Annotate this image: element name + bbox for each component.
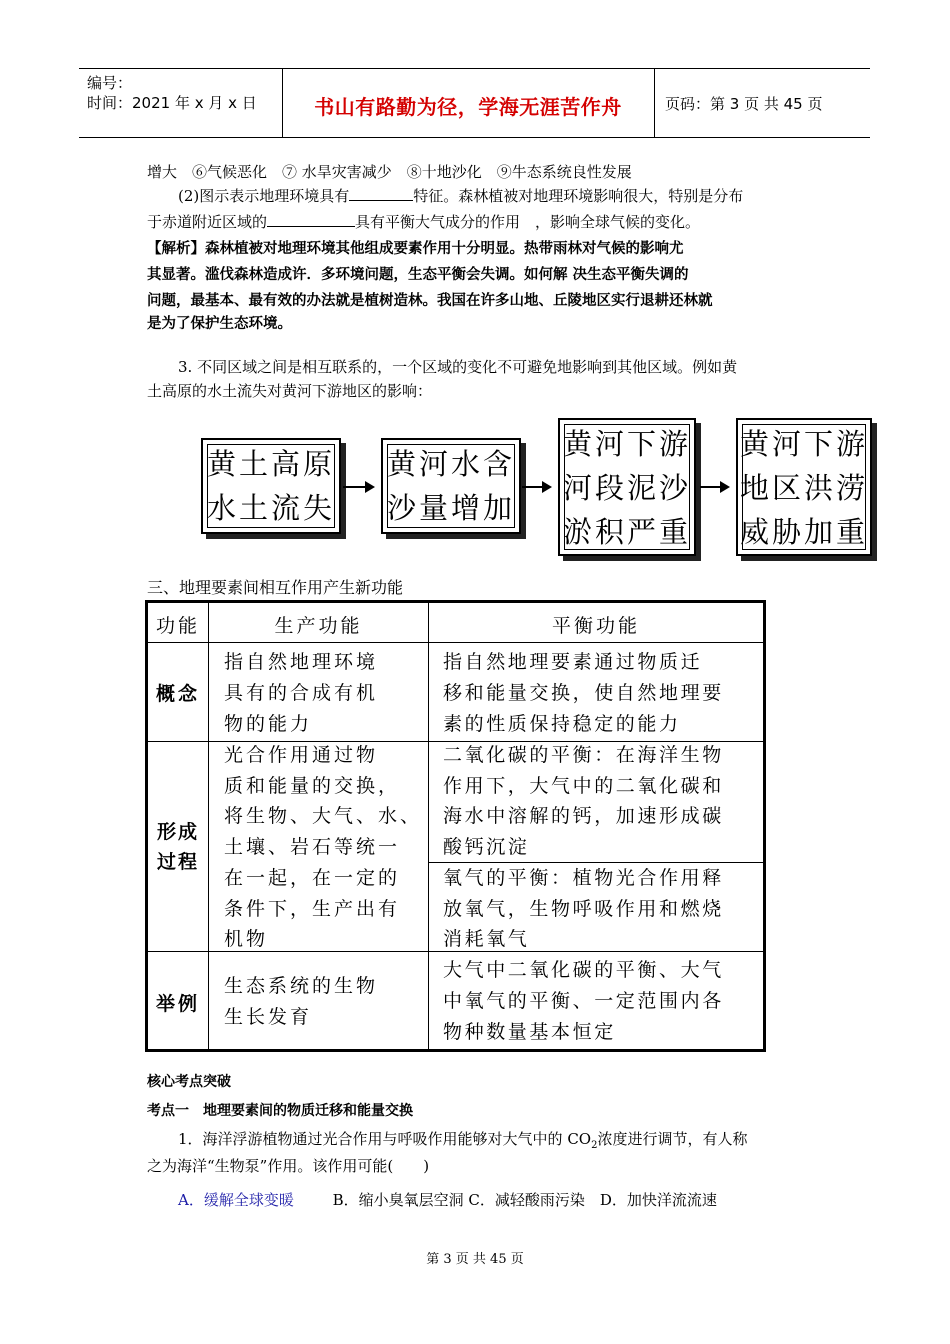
- flow-box-line: 淤积严重: [562, 515, 691, 549]
- cell-line: 具有的合成有机: [224, 682, 379, 704]
- question-1-line-2: 之为海洋“生物泵”作用。该作用可能( ): [147, 1157, 430, 1175]
- cell-line: 机物: [224, 928, 269, 951]
- cell-line: 移和能量交换，使自然地理要: [443, 682, 724, 704]
- paragraph-3-line-1: 3. 不同区域之间是相互联系的，一个区域的变化不可避免地影响到其他区域。例如黄: [178, 358, 738, 376]
- section-3-title: 三、地理要素间相互作用产生新功能: [147, 578, 404, 597]
- cell-line: 光合作用通过物: [224, 744, 379, 766]
- cell-line: 作用下，大气中的二氧化碳和: [443, 774, 724, 797]
- cell-line: 大气中二氧化碳的平衡、大气: [443, 959, 724, 981]
- answer-blank[interactable]: [349, 184, 413, 201]
- cell-line: 海水中溶解的钙，加速形成碳: [443, 805, 724, 827]
- cell-line: 过程: [156, 851, 199, 873]
- cell-line: 物的能力: [224, 713, 313, 735]
- row-label-example: 举例: [155, 993, 200, 1015]
- cell-line: 消耗氧气: [443, 928, 530, 950]
- exam-point-1-title: 考点一 地理要素间的物质迁移和能量交换: [147, 1103, 413, 1119]
- concept-balance-cell: [443, 647, 724, 740]
- analysis-line: 其显著。滥伐森林造成许．多环境问题，生态平衡会失调。如何解 决生态平衡失调的: [147, 267, 689, 283]
- concept-production-cell: [224, 647, 378, 740]
- table-divider: [208, 603, 209, 1049]
- flow-box-line: 沙量增加: [386, 491, 515, 525]
- cell-line: 物种数量基本恒定: [443, 1021, 616, 1043]
- serial-number-label: 编号：: [87, 74, 133, 92]
- flow-box-sediment-increase: [381, 438, 521, 534]
- flow-box-line: 水土流失: [206, 491, 335, 525]
- cell-line: 将生物、大气、水、: [224, 805, 423, 828]
- formation-production-cell: [224, 740, 422, 955]
- flow-box-flood-threat: [736, 418, 872, 556]
- row-label-concept: 概念: [155, 683, 200, 705]
- arrow-right-icon: [343, 486, 373, 488]
- subscript: 2: [591, 1140, 598, 1151]
- cell-line: 形成: [156, 821, 199, 843]
- flow-box-line: 河段泥沙: [562, 471, 691, 505]
- flow-box-line: 地区洪涝: [739, 471, 868, 505]
- flow-box-line: 黄河水含: [386, 447, 515, 481]
- cell-line: 生态系统的生物: [224, 975, 379, 997]
- answer-blank[interactable]: [267, 210, 355, 227]
- analysis-line: 【解析】森林植被对地理环境其他组成要素作用十分明显。热带雨林对气候的影响尤: [147, 241, 684, 257]
- formation-balance-o2-cell: [443, 863, 724, 955]
- question-text: 1．海洋浮游植物通过光合作用与呼吸作用能够对大气中的 CO: [178, 1130, 592, 1148]
- question-text: 具有平衡大气成分的作用 ，影响全球气候的变化。: [355, 213, 701, 231]
- flow-box-line: 黄河下游: [739, 427, 868, 461]
- header-page-info: 页码：第 3 页 共 45 页: [665, 95, 823, 113]
- flow-box-line: 黄河下游: [562, 427, 691, 461]
- table-divider: [428, 603, 429, 1049]
- row-label-formation: [148, 817, 208, 877]
- question-text: 特征。森林植被对地理环境影响很大，特别是分布: [413, 187, 744, 205]
- header-divider: [654, 69, 655, 137]
- table-header-balance: 平衡功能: [551, 615, 640, 637]
- function-table: [145, 600, 766, 1052]
- page-footer: 第 3 页 共 45 页: [426, 1252, 524, 1267]
- question-1-options: [178, 1187, 717, 1213]
- table-header-function: 功能: [155, 615, 200, 637]
- cell-line: 氧气的平衡：植物光合作用释: [443, 867, 724, 889]
- table-divider: [148, 642, 763, 643]
- question-2-line-1: [178, 183, 743, 209]
- options-b-c-d[interactable]: B．缩小臭氧层空洞 C．减轻酸雨污染 D．加快洋流流速: [332, 1191, 717, 1209]
- flow-box-loess-erosion: [201, 438, 341, 534]
- flow-box-riverbed-silting: [558, 418, 696, 556]
- formation-balance-co2-cell: [443, 740, 724, 862]
- option-list-continuation: 增大 ⑥气候恶化 ⑦ 水旱灾害减少 ⑧十地沙化 ⑨牛态系统良性发展: [147, 163, 632, 181]
- arrow-right-icon: [700, 486, 728, 488]
- cell-line: 土壤、岩石等统一: [224, 836, 401, 859]
- question-text: (2)图示表示地理环境具有: [178, 187, 350, 205]
- option-a-answer[interactable]: A．缓解全球变暖: [178, 1191, 294, 1209]
- cell-line: 在一起，在一定的: [224, 866, 401, 889]
- cell-line: 条件下，生产出有: [224, 897, 401, 920]
- question-text: 于赤道附近区域的: [147, 213, 268, 231]
- date-label: 时间：2021 年 x 月 x 日: [87, 94, 257, 112]
- cell-line: 中氧气的平衡、一定范围内各: [443, 990, 724, 1012]
- analysis-line: 问题，最基本、最有效的办法就是植树造林。我国在许多山地、丘陵地区实行退耕还林就: [147, 293, 713, 309]
- cell-line: 二氧化碳的平衡：在海洋生物: [443, 744, 724, 766]
- core-section-title: 核心考点突破: [147, 1074, 231, 1090]
- flow-box-line: 威胁加重: [739, 515, 868, 549]
- header-motto: 书山有路勤为径，学海无涯苦作舟: [314, 95, 622, 119]
- arrow-right-icon: [522, 486, 550, 488]
- cell-line: 生长发育: [224, 1006, 313, 1028]
- cell-line: 素的性质保持稳定的能力: [443, 713, 681, 735]
- cell-line: 放氧气，生物呼吸作用和燃烧: [443, 897, 724, 920]
- table-header-production: 生产功能: [274, 615, 363, 637]
- analysis-line: 是为了保护生态环境。: [147, 316, 292, 332]
- example-production-cell: [224, 971, 378, 1033]
- cell-line: 指自然地理要素通过物质迁: [443, 651, 703, 673]
- question-2-line-2: [147, 209, 700, 235]
- example-balance-cell: [443, 955, 724, 1048]
- flow-box-line: 黄土高原: [206, 447, 335, 481]
- page-header: [79, 68, 870, 138]
- cell-line: 质和能量的交换，: [224, 774, 401, 797]
- header-meta: [87, 73, 257, 113]
- cell-line: 酸钙沉淀: [443, 835, 530, 858]
- question-text: 浓度进行调节，有人称: [597, 1130, 748, 1148]
- paragraph-3-line-2: 土高原的水土流失对黄河下游地区的影响：: [147, 382, 433, 400]
- cell-line: 指自然地理环境: [224, 651, 379, 673]
